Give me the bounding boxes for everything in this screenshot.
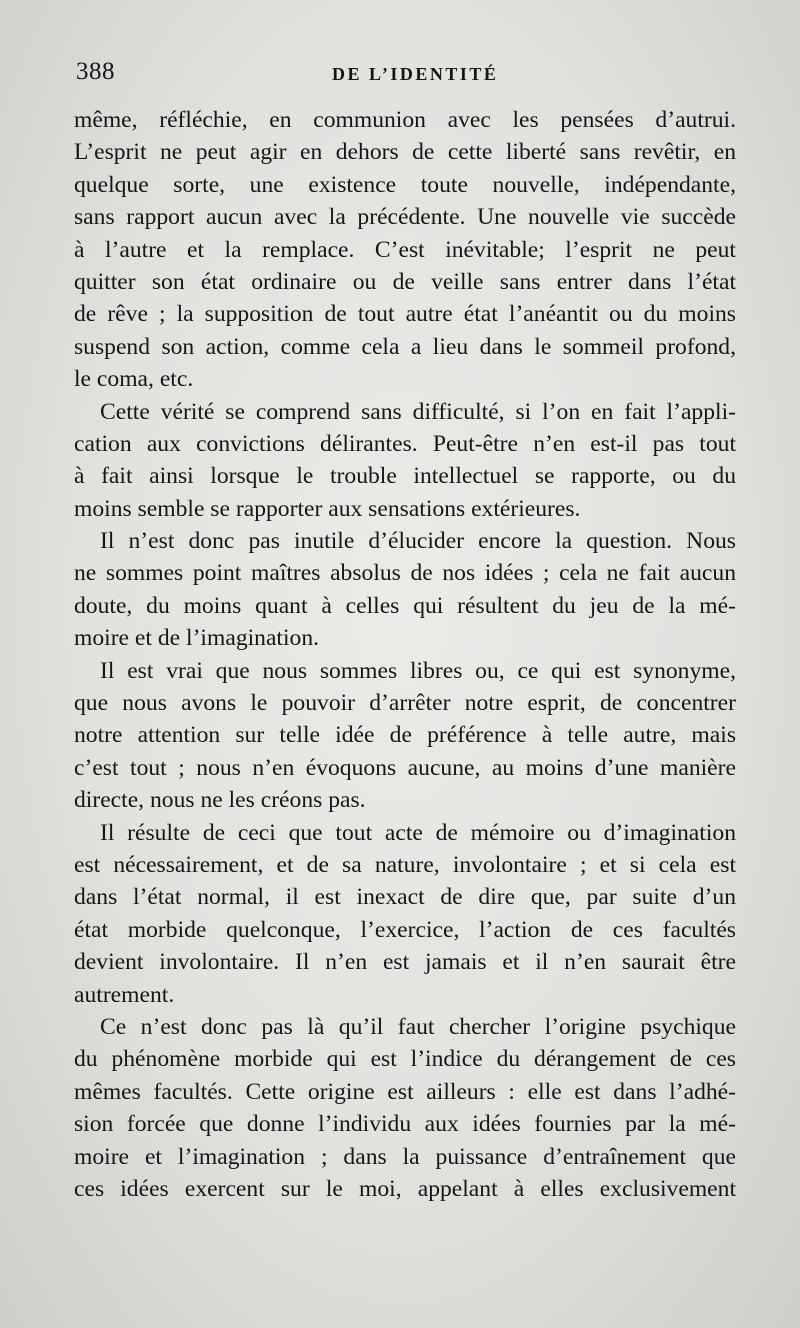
text-line: cation aux convictions délirantes. Peut-être n’en est-il pas tout <box>74 430 736 457</box>
text-line: directe, nous ne les créons pas. <box>74 787 366 814</box>
page-number: 388 <box>76 58 115 85</box>
text-line: suspend son action, comme cela a lieu dans le sommeil profond, <box>74 333 736 360</box>
body-text <box>74 104 736 1205</box>
text-line: ces idées exercent sur le moi, appelant à elles exclusivement <box>74 1175 736 1202</box>
text-line: état morbide quelconque, l’exercice, l’action de ces facultés <box>74 916 736 943</box>
text-line: à l’autre et la remplace. C’est inévitable; l’esprit ne peut <box>74 236 736 263</box>
text-line: sans rapport aucun avec la précédente. Une nouvelle vie succède <box>74 204 736 231</box>
text-line: du phénomène morbide qui est l’indice du dérangement de ces <box>74 1046 736 1073</box>
text-line: de rêve ; la supposition de tout autre état l’anéantit ou du moins <box>74 301 736 328</box>
text-line: Cette vérité se comprend sans difficulté, si l’on en fait l’appli- <box>100 398 736 425</box>
text-line: L’esprit ne peut agir en dehors de cette liberté sans revêtir, en <box>74 139 736 166</box>
text-line: le coma, etc. <box>74 366 194 393</box>
text-line: quitter son état ordinaire ou de veille sans entrer dans l’état <box>74 268 736 295</box>
text-line: quelque sorte, une existence toute nouvelle, indépendante, <box>74 171 736 198</box>
page-header <box>76 58 736 92</box>
text-line: Il est vrai que nous sommes libres ou, ce qui est synonyme, <box>100 657 736 684</box>
text-line: c’est tout ; nous n’en évoquons aucune, au moins d’une manière <box>74 754 736 781</box>
text-line: ne sommes point maîtres absolus de nos idées ; cela ne fait aucun <box>74 560 736 587</box>
text-line: à fait ainsi lorsque le trouble intellectuel se rapporte, ou du <box>74 463 736 490</box>
running-title: DE L’IDENTITÉ <box>332 64 499 84</box>
text-line: dans l’état normal, il est inexact de dire que, par suite d’un <box>74 884 736 911</box>
text-line: moire et l’imagination ; dans la puissance d’entraînement que <box>74 1143 736 1170</box>
text-line: doute, du moins quant à celles qui résultent du jeu de la mé- <box>74 592 736 619</box>
text-line: que nous avons le pouvoir d’arrêter notre esprit, de concentrer <box>74 690 736 717</box>
text-line: devient involontaire. Il n’en est jamais et il n’en saurait être <box>74 949 736 976</box>
text-line: même, réfléchie, en communion avec les pensées d’autrui. <box>74 107 736 133</box>
text-line: Ce n’est donc pas là qu’il faut chercher l’origine psychique <box>100 1013 736 1040</box>
text-line: autrement. <box>74 981 175 1008</box>
text-line: notre attention sur telle idée de préférence à telle autre, mais <box>74 722 736 749</box>
text-line: est nécessairement, et de sa nature, involontaire ; et si cela est <box>74 851 736 878</box>
text-line: mêmes facultés. Cette origine est ailleurs : elle est dans l’adhé- <box>74 1078 736 1105</box>
text-line: Il résulte de ceci que tout acte de mémoire ou d’imagination <box>100 819 736 846</box>
text-line: Il n’est donc pas inutile d’élucider encore la question. Nous <box>100 528 736 555</box>
text-line: moire et de l’imagination. <box>74 625 320 652</box>
text-line: moins semble se rapporter aux sensations extérieures. <box>74 495 581 522</box>
text-line: sion forcée que donne l’individu aux idées fournies par la mé- <box>74 1111 736 1138</box>
